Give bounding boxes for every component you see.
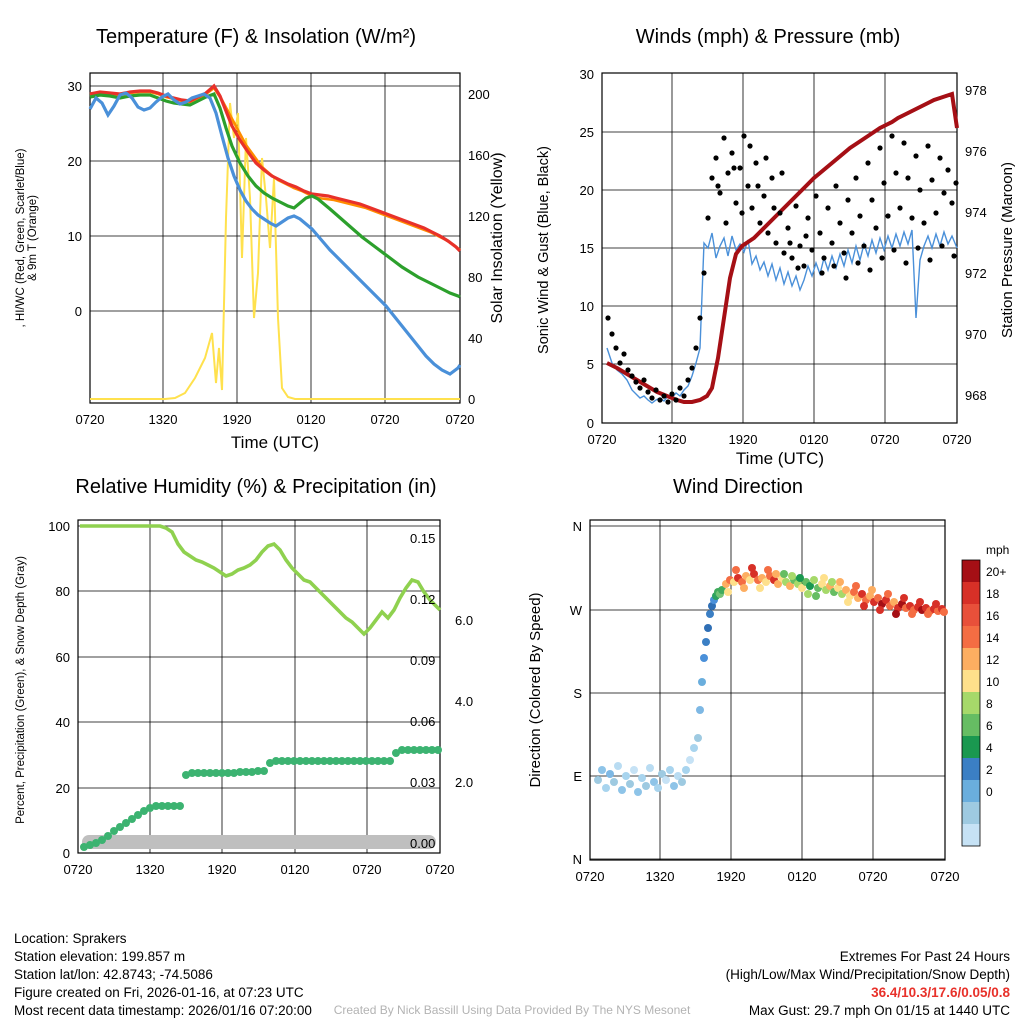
wind-xtick-2: 1920 bbox=[728, 432, 758, 447]
panel-wind-direction-title: Wind Direction bbox=[672, 476, 804, 498]
rh-snow-tick-6: 6.0 bbox=[455, 613, 474, 628]
wind-ytick-30: 30 bbox=[579, 67, 594, 82]
rh-xtick-2: 1920 bbox=[207, 862, 237, 877]
temp-yaxis-right-label: Solar Insolation (Yellow) bbox=[489, 152, 506, 324]
colorbar-tick-14: 14 bbox=[986, 631, 1000, 645]
wind-ytick-r-978: 978 bbox=[965, 83, 987, 98]
wind-ytick-0: 0 bbox=[586, 416, 594, 431]
rh-xtick-5: 0720 bbox=[425, 862, 455, 877]
temp-xtick-4: 0720 bbox=[370, 412, 400, 427]
rh-ytick-60: 60 bbox=[55, 650, 70, 665]
recent-timestamp-text: Most recent data timestamp: 2026/01/16 07:20:00 bbox=[14, 1003, 312, 1018]
latlon-text: Station lat/lon: 42.8743; -74.5086 bbox=[14, 967, 213, 982]
dir-yaxis-label: Direction (Colored By Speed) bbox=[527, 592, 544, 788]
rh-xtick-0: 0720 bbox=[63, 862, 93, 877]
temp-xaxis-label: Time (UTC) bbox=[230, 433, 320, 452]
panel-humidity-title: Relative Humidity (%) & Precipitation (in) bbox=[75, 476, 437, 498]
panel-humidity bbox=[0, 470, 512, 920]
rh-ytick-0: 0 bbox=[62, 846, 70, 861]
dir-xtick-4: 0720 bbox=[858, 869, 888, 884]
rh-yaxis-label: Percent, Precipitation (Green), & Snow Depth (Gray) bbox=[15, 556, 27, 824]
elevation-text: Station elevation: 199.857 m bbox=[14, 949, 186, 964]
wind-ytick-10: 10 bbox=[579, 299, 594, 314]
location-text: Location: Sprakers bbox=[14, 931, 127, 946]
credit-text: Created By Nick Bassill Using Data Provided By The NYS Mesonet bbox=[333, 1003, 691, 1017]
temp-yaxis-label-line2: & 9m T (Orange) bbox=[27, 195, 39, 281]
rh-precip-tick-0: 0.00 bbox=[410, 836, 436, 851]
wind-xtick-5: 0720 bbox=[942, 432, 972, 447]
rh-ytick-20: 20 bbox=[55, 781, 70, 796]
rh-snow-tick-4: 4.0 bbox=[455, 694, 474, 709]
dir-xtick-3: 0120 bbox=[787, 869, 817, 884]
wind-xtick-4: 0720 bbox=[870, 432, 900, 447]
rh-xtick-4: 0720 bbox=[352, 862, 382, 877]
wind-ytick-r-968: 968 bbox=[965, 388, 987, 403]
colorbar-title: mph bbox=[986, 543, 1010, 557]
rh-xtick-3: 0120 bbox=[280, 862, 310, 877]
rh-snow-tick-2: 2.0 bbox=[455, 775, 474, 790]
temp-ytick-r-40: 40 bbox=[468, 331, 483, 346]
temp-ytick-30: 30 bbox=[67, 79, 82, 94]
wind-ytick-r-976: 976 bbox=[965, 144, 987, 159]
temp-ytick-r-160: 160 bbox=[468, 148, 490, 163]
panel-wind-direction bbox=[512, 470, 1024, 920]
temp-ytick-r-120: 120 bbox=[468, 209, 490, 224]
wind-xtick-0: 0720 bbox=[587, 432, 617, 447]
colorbar-tick-12: 12 bbox=[986, 653, 1000, 667]
wind-xtick-1: 1320 bbox=[657, 432, 687, 447]
panel-temperature-title: Temperature (F) & Insolation (W/m²) bbox=[95, 26, 417, 48]
wind-xaxis-label: Time (UTC) bbox=[735, 449, 825, 468]
wind-ytick-r-974: 974 bbox=[965, 205, 987, 220]
temperature-chart-svg bbox=[0, 18, 512, 458]
dir-xtick-2: 1920 bbox=[716, 869, 746, 884]
colorbar-tick-2: 2 bbox=[986, 763, 993, 777]
wind-ytick-25: 25 bbox=[579, 125, 594, 140]
dir-ytick-w: W bbox=[569, 603, 582, 618]
temp-xtick-5: 0720 bbox=[445, 412, 475, 427]
rh-xtick-1: 1320 bbox=[135, 862, 165, 877]
panel-winds-title: Winds (mph) & Pressure (mb) bbox=[635, 26, 901, 48]
temp-xtick-3: 0120 bbox=[296, 412, 326, 427]
temp-ytick-r-200: 200 bbox=[468, 87, 490, 102]
wind-direction-chart-svg bbox=[512, 470, 1024, 910]
panel-temperature bbox=[0, 18, 512, 468]
humidity-chart-svg bbox=[0, 470, 512, 910]
colorbar-tick-10: 10 bbox=[986, 675, 1000, 689]
rh-ytick-100: 100 bbox=[48, 519, 70, 534]
temp-xtick-1: 1320 bbox=[148, 412, 178, 427]
rh-precip-tick-3: 0.09 bbox=[410, 653, 436, 668]
temp-ytick-20: 20 bbox=[67, 154, 82, 169]
temp-xtick-0: 0720 bbox=[75, 412, 105, 427]
rh-ytick-80: 80 bbox=[55, 584, 70, 599]
temp-xtick-2: 1920 bbox=[222, 412, 252, 427]
temp-yaxis-label-line1: , HI/WC (Red, Green, Scarlet/Blue) bbox=[15, 148, 27, 328]
rh-precip-tick-4: 0.12 bbox=[410, 592, 436, 607]
figure-created-text: Figure created on Fri, 2026-01-16, at 07:23 UTC bbox=[14, 985, 304, 1000]
dir-ytick-s: S bbox=[573, 686, 582, 701]
wind-ytick-15: 15 bbox=[579, 241, 594, 256]
wind-ytick-r-970: 970 bbox=[965, 327, 987, 342]
extremes-heading: Extremes For Past 24 Hours bbox=[839, 949, 1010, 964]
temp-ytick-0: 0 bbox=[74, 304, 82, 319]
colorbar-tick-8: 8 bbox=[986, 697, 993, 711]
extremes-values: 36.4/10.3/17.6/0.05/0.8 bbox=[871, 985, 1010, 1000]
wind-ytick-20: 20 bbox=[579, 183, 594, 198]
speed-colorbar bbox=[962, 560, 980, 846]
colorbar-tick-0: 0 bbox=[986, 785, 993, 799]
panel-winds bbox=[512, 18, 1024, 468]
rh-ytick-40: 40 bbox=[55, 715, 70, 730]
dir-xtick-5: 0720 bbox=[930, 869, 960, 884]
dir-ytick-e: E bbox=[573, 769, 582, 784]
wind-ytick-5: 5 bbox=[586, 357, 594, 372]
wind-xtick-3: 0120 bbox=[799, 432, 829, 447]
rh-precip-tick-2: 0.06 bbox=[410, 714, 436, 729]
wind-ytick-r-972: 972 bbox=[965, 266, 987, 281]
temp-ytick-10: 10 bbox=[67, 229, 82, 244]
rh-precip-tick-1: 0.03 bbox=[410, 775, 436, 790]
colorbar-tick-20: 20+ bbox=[986, 565, 1007, 579]
extremes-subheading: (High/Low/Max Wind/Precipitation/Snow Depth) bbox=[725, 967, 1010, 982]
colorbar-tick-16: 16 bbox=[986, 609, 1000, 623]
max-gust-text: Max Gust: 29.7 mph On 01/15 at 1440 UTC bbox=[748, 1003, 1010, 1018]
dir-ytick-n-top: N bbox=[572, 519, 582, 534]
wind-yaxis-right-label: Station Pressure (Maroon) bbox=[999, 162, 1016, 338]
dir-ytick-n-bot: N bbox=[572, 852, 582, 867]
dir-xtick-0: 0720 bbox=[575, 869, 605, 884]
temp-ytick-r-0: 0 bbox=[468, 392, 476, 407]
dir-xtick-1: 1320 bbox=[645, 869, 675, 884]
rh-precip-tick-5: 0.15 bbox=[410, 531, 436, 546]
colorbar-tick-18: 18 bbox=[986, 587, 1000, 601]
temp-ytick-r-80: 80 bbox=[468, 270, 483, 285]
wind-yaxis-label: Sonic Wind & Gust (Blue, Black) bbox=[536, 146, 552, 354]
colorbar-tick-4: 4 bbox=[986, 741, 993, 755]
winds-chart-svg bbox=[512, 18, 1024, 468]
colorbar-tick-6: 6 bbox=[986, 719, 993, 733]
